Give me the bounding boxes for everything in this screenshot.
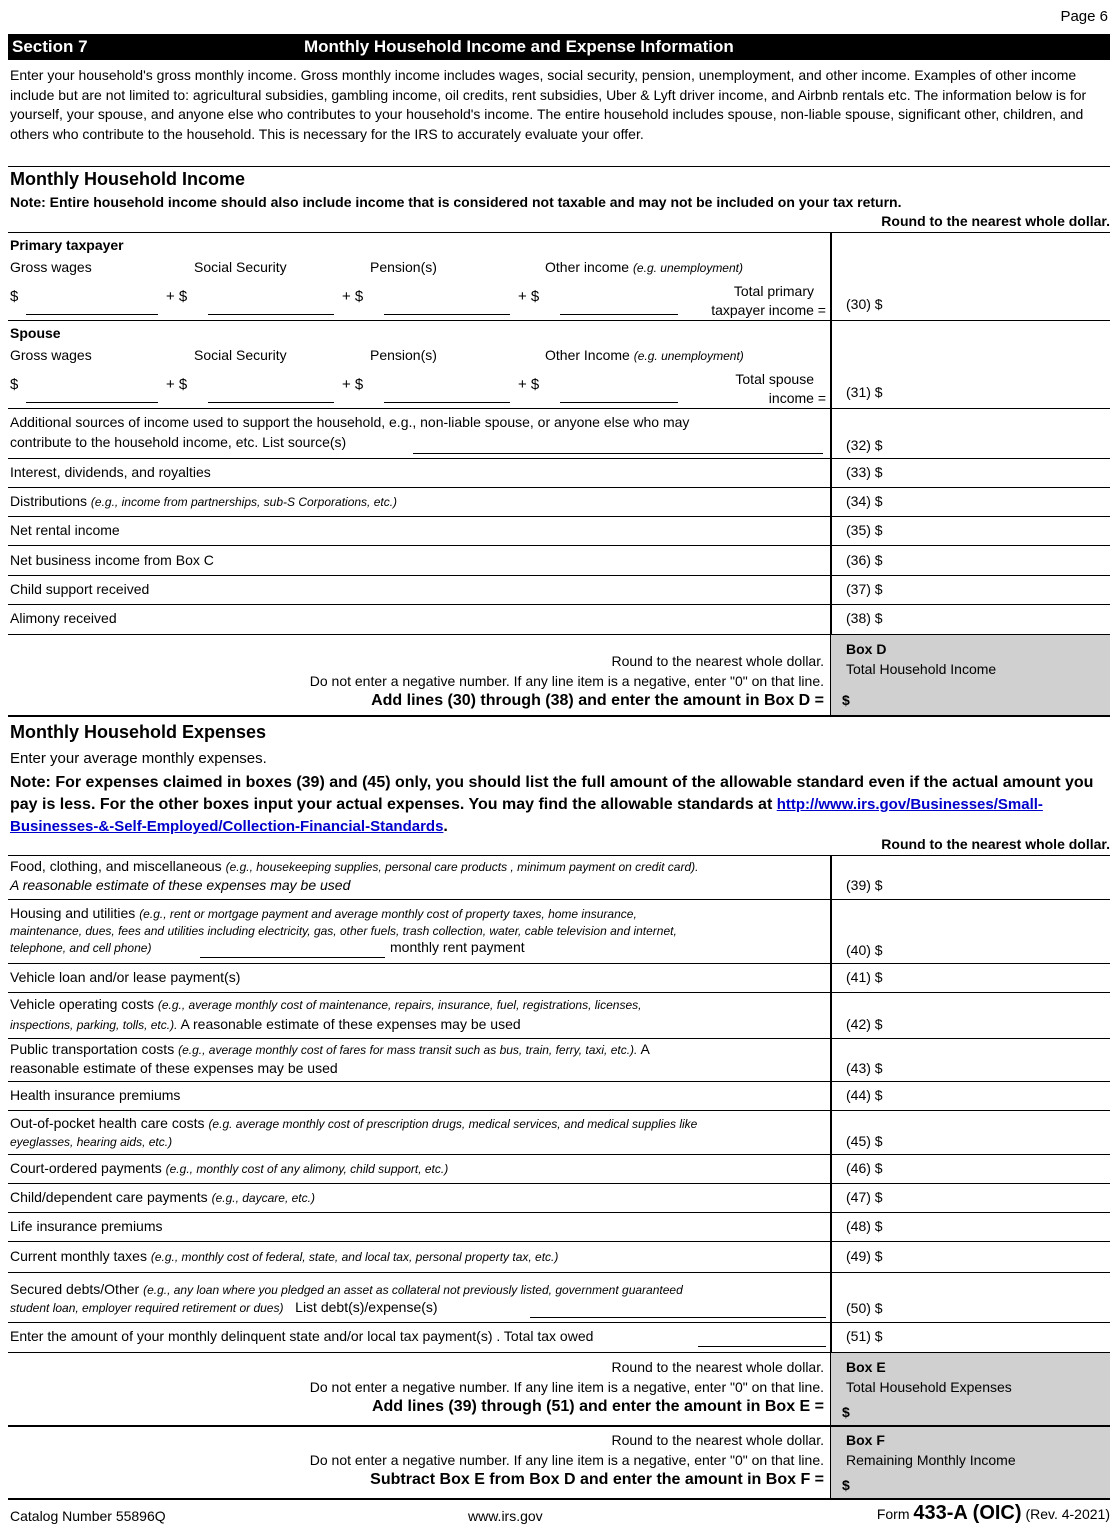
divider xyxy=(8,575,1110,576)
primary-gross-input[interactable] xyxy=(26,314,158,315)
divider xyxy=(8,1322,1110,1323)
round-note: Round to the nearest whole dollar. xyxy=(881,836,1110,852)
line-47[interactable]: (47) $ xyxy=(846,1189,883,1205)
divider xyxy=(8,1081,1110,1082)
boxe-dollar: $ xyxy=(842,1404,850,1420)
line-32[interactable]: (32) $ xyxy=(846,437,883,453)
boxd-subtitle: Total Household Income xyxy=(846,661,997,677)
net-rental-label: Net rental income xyxy=(10,522,120,538)
additional-sources-input[interactable] xyxy=(413,453,823,454)
plus-dollar: + $ xyxy=(166,376,188,393)
divider xyxy=(8,232,1110,233)
divider xyxy=(8,1272,1110,1273)
monthly-taxes-label: Current monthly taxes xyxy=(10,1248,147,1264)
section-number: Section 7 xyxy=(12,37,88,56)
line-39[interactable]: (39) $ xyxy=(846,877,883,893)
boxd-dollar: $ xyxy=(842,692,850,708)
dollar-sign: $ xyxy=(10,376,19,393)
vehicle-loan-label: Vehicle loan and/or lease payment(s) xyxy=(10,969,241,985)
boxd-round: Round to the nearest whole dollar. xyxy=(611,653,824,669)
rent-payment-input[interactable] xyxy=(200,957,385,958)
vehicle-operating-estimate: A reasonable estimate of these expenses may be used xyxy=(180,1016,521,1032)
line-44[interactable]: (44) $ xyxy=(846,1087,883,1103)
boxf-dollar: $ xyxy=(842,1477,850,1493)
line-36[interactable]: (36) $ xyxy=(846,552,883,568)
line-50[interactable]: (50) $ xyxy=(846,1300,883,1316)
monthly-taxes-eg: (e.g., monthly cost of federal, state, and local tax, personal property tax, etc.) xyxy=(150,1250,559,1264)
divider xyxy=(8,1038,1110,1039)
form-revision: (Rev. 4-2021) xyxy=(1025,1506,1110,1522)
dollar-sign: $ xyxy=(10,288,19,305)
boxd-instruction: Add lines (30) through (38) and enter the amount in Box D = xyxy=(371,692,824,709)
line-48[interactable]: (48) $ xyxy=(846,1218,883,1234)
secured-debts-eg-1: (e.g., any loan where you pledged an asset as collateral not previously listed, government guaranteed xyxy=(143,1283,683,1297)
boxf-subtitle: Remaining Monthly Income xyxy=(846,1452,1016,1468)
boxe-round: Round to the nearest whole dollar. xyxy=(611,1359,824,1375)
plus-dollar: + $ xyxy=(166,288,188,305)
distributions-eg: (e.g., income from partnerships, sub-S Corporations, etc.) xyxy=(90,495,398,509)
boxf-title: Box F xyxy=(846,1432,885,1448)
public-transport-a: A xyxy=(640,1041,650,1057)
expenses-sub: Enter your average monthly expenses. xyxy=(10,750,267,767)
debts-list-label: List debt(s)/expense(s) xyxy=(295,1299,438,1315)
spouse-ss-label: Social Security xyxy=(194,347,287,363)
plus-dollar: + $ xyxy=(518,288,540,305)
primary-other-input[interactable] xyxy=(560,314,678,315)
divider xyxy=(8,1241,1110,1242)
intro-text: Enter your household's gross monthly income. Gross monthly income includes wages, social security, pension, unemployment, and other income. Examples of other income include but are not limited to: agricultural subsidies, gambling income, oil credits, rent subsidies, Uber & Lyft driver income, and Airbnb rentals etc. The information below is for yourself, your spouse, and anyone else who contributes to your household's income. The entire household includes spouse, non-liable spouse, significant other, children, and others who contribute to the household. This is necessary for the IRS to accurately evaluate your offer. xyxy=(10,67,1087,142)
spouse-pension-input[interactable] xyxy=(384,402,510,403)
life-insurance-label: Life insurance premiums xyxy=(10,1218,163,1234)
catalog-number: Catalog Number 55896Q xyxy=(10,1508,166,1524)
primary-label: Primary taxpayer xyxy=(10,237,124,253)
food-label: Food, clothing, and miscellaneous xyxy=(10,858,222,874)
divider xyxy=(8,1212,1110,1213)
line-49[interactable]: (49) $ xyxy=(846,1248,883,1264)
line-30[interactable]: (30) $ xyxy=(846,296,883,312)
form-prefix: Form xyxy=(876,1506,910,1522)
line-45[interactable]: (45) $ xyxy=(846,1133,883,1149)
child-care-eg: (e.g., daycare, etc.) xyxy=(211,1191,315,1205)
boxe-title: Box E xyxy=(846,1359,886,1375)
line-46[interactable]: (46) $ xyxy=(846,1160,883,1176)
line-43[interactable]: (43) $ xyxy=(846,1060,883,1076)
line-38[interactable]: (38) $ xyxy=(846,610,883,626)
delinquent-tax-label: Enter the amount of your monthly delinquent state and/or local tax payment(s) . Total tax owed xyxy=(10,1328,594,1344)
divider xyxy=(8,715,1110,717)
spouse-other-eg: (e.g. unemployment) xyxy=(633,349,744,363)
plus-dollar: + $ xyxy=(342,376,364,393)
spouse-gross-input[interactable] xyxy=(26,402,158,403)
primary-total-label-1: Total primary xyxy=(733,283,814,299)
housing-label: Housing and utilities xyxy=(10,905,136,921)
housing-eg-2: maintenance, dues, fees and utilities including electricity, gas, other fuels, trash collection, water, cable television and internet, xyxy=(10,924,677,938)
primary-other-eg: (e.g. unemployment) xyxy=(632,261,743,275)
health-care-label: Out-of-pocket health care costs xyxy=(10,1115,205,1131)
divider xyxy=(8,855,1110,856)
housing-eg-3: telephone, and cell phone) xyxy=(10,941,152,955)
primary-ss-input[interactable] xyxy=(208,314,334,315)
additional-sources-label-1: Additional sources of income used to support the household, e.g., non-liable spouse, or anyone else who may xyxy=(10,414,690,430)
form-number: 433-A (OIC) xyxy=(913,1502,1022,1524)
net-business-label: Net business income from Box C xyxy=(10,552,214,568)
line-33[interactable]: (33) $ xyxy=(846,464,883,480)
health-care-eg-2: eyeglasses, hearing aids, etc.) xyxy=(10,1135,173,1149)
boxf-round: Round to the nearest whole dollar. xyxy=(611,1432,824,1448)
additional-sources-label-2: contribute to the household income, etc. List source(s) xyxy=(10,434,347,450)
housing-eg-1: (e.g., rent or mortgage payment and average monthly cost of property taxes, home insurance, xyxy=(139,907,637,921)
primary-total-label-2: taxpayer income = xyxy=(711,302,826,318)
primary-ss-label: Social Security xyxy=(194,259,287,275)
health-insurance-label: Health insurance premiums xyxy=(10,1087,181,1103)
section-title: Monthly Household Income and Expense Information xyxy=(304,37,734,56)
divider xyxy=(8,545,1110,546)
child-support-label: Child support received xyxy=(10,581,150,597)
child-care-label: Child/dependent care payments xyxy=(10,1189,208,1205)
health-care-eg-1: (e.g. average monthly cost of prescription drugs, medical services, and medical supplies like xyxy=(208,1117,698,1131)
spouse-total-label-2: income = xyxy=(768,390,826,406)
line-51[interactable]: (51) $ xyxy=(846,1328,883,1344)
boxf-nonneg: Do not enter a negative number. If any line item is a negative, enter "0" on that line. xyxy=(309,1452,824,1468)
divider xyxy=(8,604,1110,605)
primary-gross-label: Gross wages xyxy=(10,259,92,275)
spouse-label: Spouse xyxy=(10,325,61,341)
food-estimate: A reasonable estimate of these expenses may be used xyxy=(10,877,351,893)
standards-link[interactable]: http://www.irs.gov/Businesses/Small-Businesses-&-Self-Employed/Collection-Financial-Standards xyxy=(10,796,1043,835)
income-heading: Monthly Household Income xyxy=(10,169,246,189)
secured-debts-eg-2: student loan, employer required retirement or dues) xyxy=(10,1301,284,1315)
page-number: Page 6 xyxy=(1060,8,1108,25)
rent-payment-label: monthly rent payment xyxy=(390,939,525,955)
spouse-total-label-1: Total spouse xyxy=(735,371,814,387)
court-ordered-label: Court-ordered payments xyxy=(10,1160,162,1176)
plus-dollar: + $ xyxy=(518,376,540,393)
divider xyxy=(8,516,1110,517)
line-37[interactable]: (37) $ xyxy=(846,581,883,597)
divider xyxy=(8,320,1110,321)
expenses-heading: Monthly Household Expenses xyxy=(10,722,267,742)
secured-debts-label: Secured debts/Other xyxy=(10,1281,140,1297)
divider xyxy=(8,458,1110,459)
total-tax-owed-input[interactable] xyxy=(698,1346,826,1347)
divider xyxy=(8,1183,1110,1184)
line-41[interactable]: (41) $ xyxy=(846,969,883,985)
vehicle-operating-eg-1: (e.g., average monthly cost of maintenance, repairs, insurance, fuel, registrations, licenses, xyxy=(157,998,642,1012)
line-31[interactable]: (31) $ xyxy=(846,384,883,400)
debts-list-input[interactable] xyxy=(530,1317,826,1318)
plus-dollar: + $ xyxy=(342,288,364,305)
spouse-other-input[interactable] xyxy=(560,402,678,403)
vehicle-operating-label: Vehicle operating costs xyxy=(10,996,154,1012)
boxd-title: Box D xyxy=(846,641,887,657)
boxe-instruction: Add lines (39) through (51) and enter the amount in Box E = xyxy=(371,1398,824,1415)
divider xyxy=(8,408,1110,409)
boxe-nonneg: Do not enter a negative number. If any line item is a negative, enter "0" on that line. xyxy=(309,1379,824,1395)
boxf-instruction: Subtract Box E from Box D and enter the amount in Box F = xyxy=(370,1471,824,1488)
divider xyxy=(8,487,1110,488)
boxd-nonneg: Do not enter a negative number. If any line item is a negative, enter "0" on that line. xyxy=(309,673,824,689)
irs-site: www.irs.gov xyxy=(468,1508,543,1524)
public-transport-label: Public transportation costs xyxy=(10,1041,175,1057)
divider xyxy=(8,963,1110,964)
line-42[interactable]: (42) $ xyxy=(846,1016,883,1032)
public-transport-estimate: reasonable estimate of these expenses may be used xyxy=(10,1060,338,1076)
primary-pension-input[interactable] xyxy=(384,314,510,315)
income-note: Note: Entire household income should also include income that is considered not taxable and may not be included on your tax return. xyxy=(10,194,902,210)
boxe-subtitle: Total Household Expenses xyxy=(846,1379,1012,1395)
alimony-label: Alimony received xyxy=(10,610,117,626)
divider xyxy=(8,1154,1110,1155)
spouse-gross-label: Gross wages xyxy=(10,347,92,363)
public-transport-eg: (e.g., average monthly cost of fares for mass transit such as bus, train, ferry, taxi, etc.). xyxy=(178,1043,638,1057)
food-eg: (e.g., housekeeping supplies, personal care products , minimum payment on credit card). xyxy=(225,860,699,874)
line-34[interactable]: (34) $ xyxy=(846,493,883,509)
interest-label: Interest, dividends, and royalties xyxy=(10,464,211,480)
divider xyxy=(8,166,1110,167)
divider xyxy=(8,1110,1110,1111)
spouse-ss-input[interactable] xyxy=(208,402,334,403)
primary-pension-label: Pension(s) xyxy=(370,259,437,275)
spouse-pension-label: Pension(s) xyxy=(370,347,437,363)
distributions-label: Distributions xyxy=(10,493,88,509)
divider xyxy=(8,899,1110,900)
primary-other-label: Other income xyxy=(545,259,630,275)
line-40[interactable]: (40) $ xyxy=(846,942,883,958)
expenses-note: Note: For expenses claimed in boxes (39) and (45) only, you should list the full amount of the allowable standard even if the actual amount you pay is less. For the other boxes input your actual expenses. You may find the allowable standards at xyxy=(10,774,1094,813)
divider xyxy=(8,992,1110,993)
spouse-other-label: Other Income xyxy=(545,347,630,363)
section-header-bar xyxy=(8,34,1110,60)
vehicle-operating-eg-2: inspections, parking, tolls, etc.). xyxy=(10,1018,178,1032)
court-ordered-eg: (e.g., monthly cost of any alimony, child support, etc.) xyxy=(165,1162,449,1176)
round-note: Round to the nearest whole dollar. xyxy=(881,213,1110,229)
divider xyxy=(8,1498,1110,1500)
line-35[interactable]: (35) $ xyxy=(846,522,883,538)
